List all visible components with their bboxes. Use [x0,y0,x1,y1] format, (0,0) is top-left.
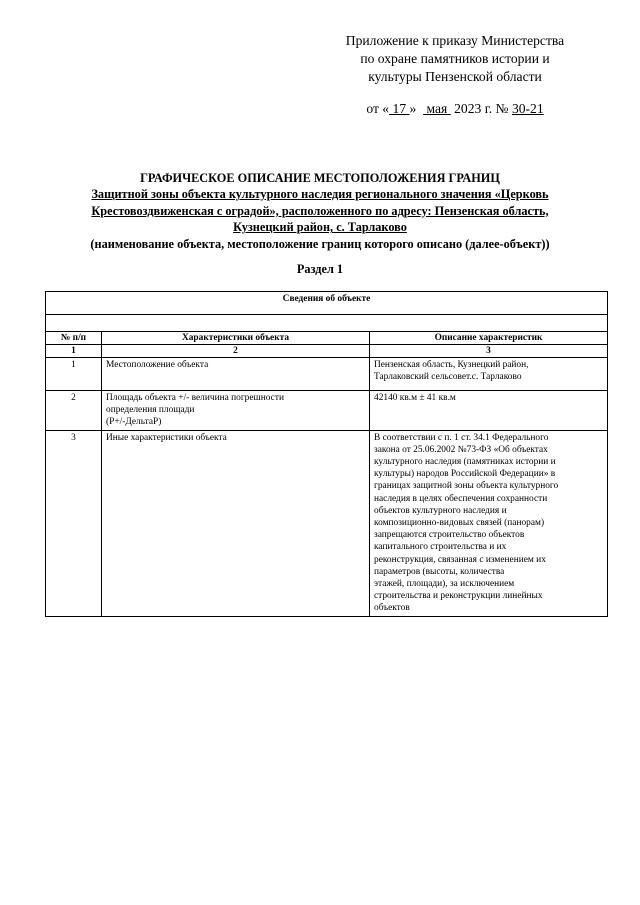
row-characteristic [102,391,370,431]
row-characteristic-line: Иные характеристики объекта [106,432,227,443]
row-description-line: реконструкция, связанная с изменением их [374,554,546,565]
row-number: 3 [46,430,102,616]
row-description-line: культурного наследия (памятниках истории и [374,457,556,468]
order-reference [330,100,580,118]
appendix-header [330,32,580,118]
row-description-line: параметров (высоты, количества [374,566,505,577]
appendix-line-1: Приложение к приказу Министерства [345,33,565,48]
column-header-characteristic: Характеристики объекта [102,332,370,345]
order-year: 2023 г. № [454,101,509,116]
row-description-line: композиционно-видовых связей (панорам) [374,518,545,529]
row-description-line: объектов [374,603,410,614]
order-prefix: от « [366,101,390,116]
row-description-line: В соответствии с п. 1 ст. 34.1 Федерального [374,432,549,443]
table-spacer-row [46,315,608,332]
row-description-line: закона от 25.06.2002 №73-ФЗ «Об объектах [374,444,548,455]
object-name-line-2: Крестовоздвиженская с оградой», расположенного по адресу: Пензенская область, [91,203,549,218]
row-description-line: строительства и реконструкции линейных [374,591,543,602]
object-name-line-3: Кузнецкий район, с. Тарлаково [233,220,407,235]
row-description-line: объектов культурного наследия и [374,505,507,516]
row-description-line: 42140 кв.м ± 41 кв.м [374,393,456,403]
row-number: 1 [46,358,102,391]
column-number-3: 3 [370,345,608,358]
object-name-note: (наименование объекта, местоположение границ которого описано (далее-объект)) [90,236,550,251]
table-row [46,430,608,616]
row-description-line: этажей, площади), за исключением [374,579,515,590]
table-spacer-cell [46,315,608,332]
document-heading [40,170,600,252]
object-name-line-1: Защитной зоны объекта культурного наследия регионального значения «Церковь [91,187,549,202]
row-characteristic-line: определения площади [106,405,195,416]
row-description-line: Тарлаковский сельсовет.с. Тарлаково [374,372,522,383]
table-column-number-row [46,345,608,358]
row-description-line: капитального строительства и их [374,542,507,553]
row-characteristic [102,358,370,391]
row-description-line: культуры) народов Российской Федерации» в [374,469,556,480]
row-characteristic-line: Площадь объекта +/- величина погрешности [106,393,284,403]
row-description-line: запрещаются строительство объектов [374,530,525,541]
order-quote-close: » [409,101,417,116]
table-title: Сведения об объекте [46,292,608,315]
column-number-1: 1 [46,345,102,358]
appendix-line-2: по охране памятников истории и [360,51,550,66]
row-description-line: Пензенская область, Кузнецкий район, [374,360,529,370]
object-info-table [45,291,608,617]
row-characteristic [102,430,370,616]
column-header-description: Описание характеристик [370,332,608,345]
row-number: 2 [46,391,102,431]
column-header-number: № п/п [46,332,102,345]
order-number: 30-21 [511,101,544,116]
appendix-line-3: культуры Пензенской области [368,69,542,84]
row-description [370,358,608,391]
section-title: Раздел 1 [296,262,344,276]
row-description [370,391,608,431]
row-description-line: наследия в целях обеспечения сохранности [374,493,548,504]
row-description-line: границах защитной зоны объекта культурного [374,481,559,492]
order-month: мая [426,101,448,116]
row-characteristic-line: (P+/-ДельтаР) [106,417,162,428]
table-header-row [46,332,608,345]
document-title: ГРАФИЧЕСКОЕ ОПИСАНИЕ МЕСТОПОЛОЖЕНИЯ ГРАНИЦ [140,171,500,185]
row-characteristic-line: Местоположение объекта [106,360,209,370]
row-description [370,430,608,616]
table-row [46,358,608,391]
table-row [46,391,608,431]
order-day: 17 [392,101,407,116]
table-title-row [46,292,608,315]
column-number-2: 2 [102,345,370,358]
